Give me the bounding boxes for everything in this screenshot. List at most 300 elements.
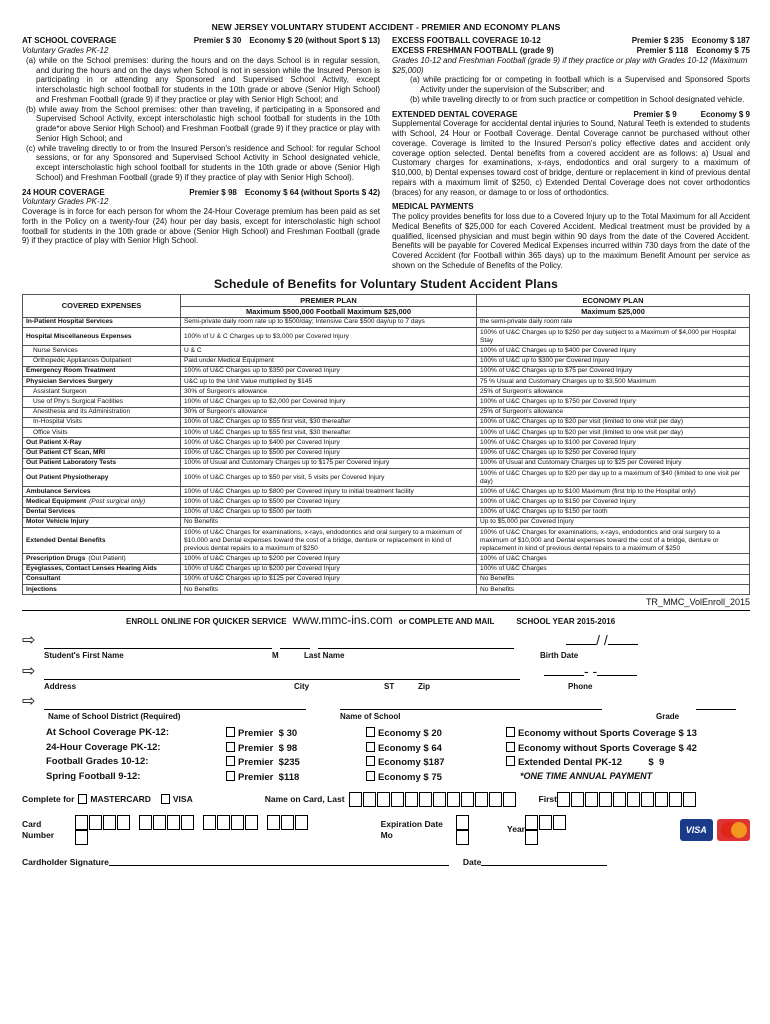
school-district-label: Name of School District (Required) — [48, 711, 181, 721]
premier-benefit: 100% of U&C Charges up to $500 per Covered Injury — [181, 448, 477, 458]
character-box[interactable] — [139, 815, 152, 830]
economy-benefit: 100% of U&C Charges up to $150 per tooth — [477, 507, 750, 517]
or-mail-label: or COMPLETE AND MAIL — [398, 617, 495, 627]
expense-name-text: Motor Vehicle Injury — [26, 518, 89, 526]
covered-expense-name — [23, 346, 181, 356]
freshman-football-title: EXCESS FRESHMAN FOOTBALL (grade 9) — [392, 46, 554, 56]
extra-option[interactable] — [506, 742, 746, 755]
premier-option-text: Premier $ 30 — [238, 728, 298, 740]
coverage-option-label — [46, 727, 226, 740]
freshman-premier-price: Premier $ 118 — [636, 46, 689, 56]
premier-plan-header: PREMIER PLAN — [181, 295, 477, 306]
economy-option-text: Economy $187 — [378, 757, 445, 769]
checkbox[interactable] — [226, 727, 235, 737]
enroll-online-label: ENROLL ONLINE FOR QUICKER SERVICE — [126, 617, 287, 627]
character-box[interactable] — [571, 792, 584, 807]
date-field[interactable] — [481, 857, 607, 866]
economy-benefit: 100% of U&C Charges up to $150 per Covered Injury — [477, 497, 750, 507]
checkbox[interactable] — [366, 771, 375, 781]
premier-option-text: Premier $118 — [238, 772, 300, 783]
extra-option-text: Economy without Sports Coverage $ 42 — [518, 742, 697, 754]
table-row — [23, 554, 750, 564]
covered-expense-name — [23, 428, 181, 438]
first-name-boxes[interactable] — [557, 792, 697, 807]
phone-label: Phone — [568, 681, 593, 691]
character-box[interactable] — [167, 815, 180, 830]
economy-max-header: Maximum $25,000 — [477, 306, 750, 317]
table-row — [23, 407, 750, 417]
covered-expenses-header: COVERED EXPENSES — [23, 295, 181, 318]
arrow-right-icon: ⇨ — [22, 631, 36, 649]
student-name-row — [22, 632, 750, 649]
character-box[interactable] — [117, 815, 130, 830]
economy-option-text: Economy $ 20 — [378, 728, 442, 740]
school-name-label: Name of School — [340, 711, 401, 721]
mastercard-checkbox[interactable] — [78, 794, 87, 804]
phone-field[interactable] — [544, 663, 684, 680]
expense-name-text: Anesthesia and its Administration — [33, 408, 131, 416]
extra-option[interactable] — [506, 727, 746, 740]
premier-benefit: 30% of Surgeon's allowance — [181, 387, 477, 397]
character-box[interactable] — [89, 815, 102, 830]
economy-option[interactable] — [366, 742, 506, 755]
character-box[interactable] — [447, 792, 460, 807]
premier-option[interactable] — [226, 742, 366, 755]
covered-expense-name — [23, 438, 181, 448]
covered-expense-name — [23, 528, 181, 554]
premier-benefit: U&C up to the Unit Value multiplied by $145 — [181, 377, 477, 387]
table-row — [23, 328, 750, 346]
economy-benefit: No Benefits — [477, 585, 750, 595]
checkbox[interactable] — [366, 727, 375, 737]
economy-benefit: 100% of U&C Charges up to $250 per Covered Injury — [477, 448, 750, 458]
name-last-label: Name on Card, Last — [264, 793, 345, 804]
premier-benefit: Semi-private daily room rate up to $500/day; Intensive Care $500 day/up to 7 days — [181, 317, 477, 327]
character-box[interactable] — [669, 792, 682, 807]
economy-benefit: 100% of U&C Charges up to $100 per Covered Injury — [477, 438, 750, 448]
payment-row-1 — [22, 792, 750, 807]
signature-row — [22, 857, 750, 867]
dental-heading — [392, 110, 750, 120]
schedule-header-row-1 — [23, 295, 750, 306]
table-row — [23, 387, 750, 397]
premier-benefit: 100% of U&C Charges up to $200 per Covered Injury — [181, 554, 477, 564]
premier-benefit: 100% of U&C Charges up to $55 first visit, $30 thereafter — [181, 428, 477, 438]
character-box[interactable] — [553, 815, 566, 830]
last-name-field[interactable] — [318, 637, 514, 649]
dental-premier-price: Premier $ 9 — [633, 109, 677, 119]
coverage-option-label — [46, 756, 226, 769]
covered-expense-name — [23, 517, 181, 527]
middle-initial-label: M — [272, 650, 279, 660]
extra-option-text: Economy without Sports Coverage $ 13 — [518, 728, 697, 740]
card-number-boxes[interactable] — [75, 815, 317, 845]
school-labels — [22, 712, 750, 722]
character-box[interactable] — [557, 792, 570, 807]
covered-expense-name — [23, 554, 181, 564]
mastercard-label: MASTERCARD — [90, 793, 151, 804]
economy-benefit: 100% of U&C Charges up to $20 per visit (limited to one visit per day) — [477, 417, 750, 427]
football-title: EXCESS FOOTBALL COVERAGE 10-12 — [392, 36, 541, 46]
school-district-field[interactable] — [44, 698, 306, 710]
character-box[interactable] — [456, 830, 469, 845]
covered-expense-name — [23, 448, 181, 458]
visa-logo: VISA — [680, 819, 713, 841]
expense-name-text: Prescription Drugs — [26, 554, 86, 562]
address-label: Address — [44, 681, 77, 691]
character-box[interactable] — [103, 815, 116, 830]
coverage-option-label-text: Spring Football 9-12: — [46, 771, 141, 782]
character-box[interactable] — [363, 792, 376, 807]
character-box[interactable] — [627, 792, 640, 807]
character-box[interactable] — [461, 792, 474, 807]
expense-name-text: Office Visits — [33, 428, 68, 436]
character-box[interactable] — [419, 792, 432, 807]
economy-plan-header: ECONOMY PLAN — [477, 295, 750, 306]
enroll-url-link[interactable]: www.mmc-ins.com — [292, 613, 393, 628]
character-box[interactable] — [231, 815, 244, 830]
character-box[interactable] — [683, 792, 696, 807]
character-box[interactable] — [281, 815, 294, 830]
coverage-option-label-text: 24-Hour Coverage PK-12: — [46, 741, 161, 753]
expense-name-note: (Post surgical only) — [89, 498, 146, 506]
character-box[interactable] — [75, 815, 88, 830]
expense-name-text: Assistant Surgeon — [33, 387, 87, 395]
visa-checkbox[interactable] — [161, 794, 170, 804]
city-label: City — [294, 681, 310, 691]
dental-title: EXTENDED DENTAL COVERAGE — [392, 109, 518, 119]
character-box[interactable] — [295, 815, 308, 830]
expense-name-text: Nurse Services — [33, 346, 78, 354]
medical-heading: MEDICAL PAYMENTS — [392, 202, 474, 212]
premier-benefit: 100% of U&C Charges up to $125 per Covered Injury — [181, 574, 477, 584]
exp-month-boxes[interactable] — [456, 815, 483, 845]
economy-benefit: 100% of U&C Charges up to $250 per day subject to a Maximum of $4,000 per Hospital Stay — [477, 328, 750, 346]
schedule-table — [22, 294, 750, 595]
expense-name-text: Out Patient Physiotherapy — [26, 473, 109, 481]
covered-expense-name — [23, 397, 181, 407]
table-row — [23, 487, 750, 497]
coverage-option-label — [46, 742, 226, 755]
covered-expense-name — [23, 585, 181, 595]
premier-benefit: 100% of U&C Charges up to $55 first visit, $30 thereafter — [181, 417, 477, 427]
character-box[interactable] — [475, 792, 488, 807]
last-name-boxes[interactable] — [349, 792, 517, 807]
zip-label: Zip — [418, 681, 430, 691]
signature-field[interactable] — [109, 857, 449, 866]
character-box[interactable] — [153, 815, 166, 830]
premier-option[interactable] — [226, 771, 366, 784]
character-box[interactable] — [75, 830, 88, 845]
economy-benefit: 75 % Usual and Customary Charges up to $3,500 Maximum — [477, 377, 750, 387]
form-code: TR_MMC_VolEnroll_2015 — [645, 597, 750, 608]
expense-name-text: Eyeglasses, Contact Lenses Hearing Aids — [26, 565, 157, 573]
economy-option[interactable] — [366, 756, 506, 769]
character-box[interactable] — [267, 815, 280, 830]
character-box[interactable] — [245, 815, 258, 830]
economy-benefit: 100% of U&C Charges up to $20 per day up to a maximum of $40 (limited to one visit per day) — [477, 468, 750, 486]
expense-name-text: Physician Services Surgery — [26, 377, 113, 385]
premier-benefit: 100% of U&C Charges up to $400 per Covered Injury — [181, 438, 477, 448]
at-school-premier-price: Premier $ 30 — [193, 36, 242, 46]
covered-expense-name — [23, 497, 181, 507]
table-row — [23, 517, 750, 527]
character-box[interactable] — [599, 792, 612, 807]
address-labels — [22, 682, 750, 692]
economy-benefit: 100% of U&C up to $300 per Covered Injury — [477, 356, 750, 366]
character-box[interactable] — [525, 830, 538, 845]
covered-expense-name — [23, 387, 181, 397]
premier-option[interactable] — [226, 756, 366, 769]
birth-date-field[interactable] — [542, 632, 662, 649]
coverage-descriptions — [22, 36, 750, 270]
date-label: Date — [462, 856, 482, 867]
table-row — [23, 497, 750, 507]
address-row — [22, 663, 750, 680]
extra-option-text: Extended Dental PK-12 $ 9 — [518, 757, 665, 769]
premier-benefit: 100% of U & C Charges up to $3,000 per Covered Injury — [181, 328, 477, 346]
expense-name-text: Consultant — [26, 575, 61, 583]
extra-option — [506, 771, 746, 784]
economy-option-text: Economy $ 64 — [378, 742, 442, 754]
football-item-b: (b) while traveling directly to or from such practice or competition in School designated vehicle. — [410, 94, 745, 104]
expense-name-text: Hospital Miscellaneous Expenses — [26, 332, 132, 340]
checkbox[interactable] — [506, 756, 515, 766]
freshman-economy-price: Economy $ 75 — [696, 46, 750, 56]
hour24-grades: Voluntary Grades PK-12 — [22, 197, 109, 207]
at-school-item-b: (b) while away from the School premises: other than traveling, if participating in a Sponsored and Supervised School Activity, except interscholastic high school football for students in the 10th grade*or above Senior High School) and Freshman Football (grade 9) if they practice or play with Senior High School; and — [26, 104, 380, 143]
economy-option-text: Economy $ 75 — [378, 772, 442, 783]
school-name-field[interactable] — [340, 698, 602, 710]
extra-option-text: *ONE TIME ANNUAL PAYMENT — [520, 771, 653, 781]
expense-name-text: Out Patient X-Ray — [26, 438, 82, 446]
left-column — [22, 36, 380, 270]
checkbox[interactable] — [506, 742, 515, 752]
hour24-text: Coverage is in force for each person for whom the 24-Hour Coverage premium has been paid as set forth in the Policy on a twenty-four (24) hour per day basis, except for interscholastic high school football for students in the 10th grade or above (Senior High School) and Freshman Football (grade 9) if they practice of play with Senior High School. — [22, 207, 380, 246]
character-box[interactable] — [405, 792, 418, 807]
premier-option-text: Premier $235 — [238, 757, 300, 769]
expense-name-text: Out Patient CT Scan, MRI — [26, 449, 106, 457]
table-row — [23, 507, 750, 517]
economy-benefit: 100% of U&C Charges for examinations, x-rays, endodontics and oral surgery to a maximum of $10,000 and Dental expenses toward the cost of a bridge, denture or replacement in kind of previous dental repairs to a maximum of $250 — [477, 528, 750, 554]
economy-benefit: 25% of Surgeon's allowance — [477, 407, 750, 417]
at-school-title: AT SCHOOL COVERAGE — [22, 36, 117, 46]
character-box[interactable] — [525, 815, 538, 830]
covered-expense-name — [23, 574, 181, 584]
character-box[interactable] — [503, 792, 516, 807]
expense-name-text: Out Patient Laboratory Tests — [26, 459, 117, 467]
hour24-premier-price: Premier $ 98 — [189, 187, 237, 197]
economy-option[interactable] — [366, 727, 506, 740]
premier-option[interactable] — [226, 727, 366, 740]
football-economy-price: Economy $ 187 — [691, 36, 750, 46]
state-label: ST — [384, 681, 395, 691]
address-field[interactable] — [44, 668, 520, 680]
covered-expense-name — [23, 317, 181, 327]
enrollment-form — [22, 22, 750, 1012]
economy-benefit: 100% of U&C Charges up to $100 Maximum (first trip to the Hospital only) — [477, 487, 750, 497]
checkbox[interactable] — [226, 771, 235, 781]
football-line-2 — [392, 46, 750, 56]
coverage-option-label-text: At School Coverage PK-12: — [46, 727, 169, 739]
table-row — [23, 564, 750, 574]
economy-benefit: 100% of Usual and Customary Charges up to $25 per Covered Injury — [477, 458, 750, 468]
premier-benefit: 100% of Usual and Customary Charges up to $175 per Covered Injury — [181, 458, 477, 468]
premier-benefit: 100% of U&C Charges up to $800 per Covered Injury to initial treatment facility — [181, 487, 477, 497]
character-box[interactable] — [655, 792, 668, 807]
checkbox[interactable] — [226, 742, 235, 752]
arrow-right-icon: ⇨ — [22, 692, 36, 710]
table-row — [23, 438, 750, 448]
expense-name-text: Orthopedic Appliances Outpatient — [33, 357, 132, 365]
exp-year-label: Year — [507, 824, 525, 835]
first-name-label: Student's First Name — [44, 650, 124, 660]
exp-year-boxes[interactable] — [525, 815, 580, 845]
economy-benefit: 100% of U&C Charges up to $75 per Covered Injury — [477, 366, 750, 376]
table-row — [23, 377, 750, 387]
premier-benefit: Paid under Medical Equipment — [181, 356, 477, 366]
economy-option[interactable] — [366, 771, 506, 784]
hour24-heading — [22, 188, 380, 198]
schedule-body — [23, 317, 750, 594]
covered-expense-name — [23, 356, 181, 366]
character-box[interactable] — [391, 792, 404, 807]
character-box[interactable] — [181, 815, 194, 830]
first-name-field[interactable] — [44, 637, 272, 649]
football-line-1 — [392, 36, 750, 46]
economy-benefit: 100% of U&C Charges up to $20 per visit (limited to one visit per day) — [477, 428, 750, 438]
expense-name-text: Dental Services — [26, 508, 76, 516]
premier-benefit: 100% of U&C Charges up to $350 per Covered Injury — [181, 366, 477, 376]
extra-option[interactable] — [506, 756, 746, 769]
payment-row-2 — [22, 815, 750, 845]
at-school-heading — [22, 36, 380, 46]
table-row — [23, 346, 750, 356]
at-school-item-a: (a) while on the School premises: during the hours and on the days School is in regular session, and during the hours and on the days when School is not in session while the Insured Person is participating in or attending any Sponsored and Supervised School Activity, except interscholastic high school football for students in the 10th grade or above (Senior High School) and Freshman Football (grade 9) if they practice or play with Senior High School; and — [26, 55, 380, 104]
premier-option-text: Premier $ 98 — [238, 742, 298, 754]
economy-benefit: 100% of U&C Charges up to $750 per Covered Injury — [477, 397, 750, 407]
medical-text: The policy provides benefits for loss due to a Covered Injury up to the Total Maximum for all Accident Medical Benefits of $25,000 for each Covered Accident. Medical treatment must be provided by a qualified, licensed physician and must begin within 90 days from the date of the Covered Accident. Benefits will be payable for Covered Medical Expenses incurred within 730 days from the date of the Covered Accident (for Football within 365 days) up to the maximum Benefit Amount per service as shown on the Schedule of Benefits of the Policy. — [392, 212, 750, 270]
covered-expense-name — [23, 507, 181, 517]
school-row — [22, 694, 750, 710]
character-box[interactable] — [217, 815, 230, 830]
schedule-title: Schedule of Benefits for Voluntary Student Accident Plans — [213, 276, 559, 291]
phone-separators: - - — [584, 662, 598, 679]
character-box[interactable] — [377, 792, 390, 807]
at-school-economy-price: Economy $ 20 (without Sport $ 13) — [249, 36, 380, 46]
page-title: NEW JERSEY VOLUNTARY STUDENT ACCIDENT - PREMIER AND ECONOMY PLANS — [211, 22, 561, 32]
checkbox[interactable] — [506, 727, 515, 737]
covered-expense-name — [23, 366, 181, 376]
character-box[interactable] — [585, 792, 598, 807]
economy-benefit: Up to $5,000 per Covered Injury — [477, 517, 750, 527]
premier-benefit: 100% of U&C Charges up to $500 per tooth — [181, 507, 477, 517]
premier-benefit: U & C — [181, 346, 477, 356]
dental-text: Supplemental Coverage for accidental dental injuries to Sound, Natural Teeth is extended to students with School, 24 Hour or Football Coverage. Dental Coverage cannot be purchased without other coverage. Coverage is limited to the Insured Person's policy effective dates and accident only coverage option selected. Dental benefits from a covered accident are as follows: a) Usual and Customary charges for examinations, x-rays, endodontics and oral surgery to a maximum of $10,000, b) Dental expenses toward cost of bridge, denture or replacement in kind of previous dental repairs with a maximum limit of $250, c) Extended Dental Coverage does not cover orthodontics (braces) for any reason, or damage to or loss of orthodontics. — [392, 119, 750, 197]
expense-name-text: Injections — [26, 585, 57, 593]
school-year-label: SCHOOL YEAR 2015-2016 — [516, 617, 616, 627]
character-box[interactable] — [539, 815, 552, 830]
middle-initial-field[interactable] — [280, 637, 310, 649]
table-row — [23, 458, 750, 468]
table-row — [23, 428, 750, 438]
birth-date-label: Birth Date — [540, 650, 579, 660]
character-box[interactable] — [456, 815, 469, 830]
premier-benefit: 100% of U&C Charges up to $200 per Covered Injury — [181, 564, 477, 574]
student-name-labels — [22, 651, 750, 661]
covered-expense-name — [23, 487, 181, 497]
coverage-option-label — [46, 771, 226, 784]
table-row — [23, 397, 750, 407]
expense-name-text: In-Hospital Visits — [33, 418, 82, 426]
character-box[interactable] — [489, 792, 502, 807]
premier-benefit: 30% of Surgeon's allowance — [181, 407, 477, 417]
table-row — [23, 468, 750, 486]
economy-benefit: 100% of U&C Charges — [477, 564, 750, 574]
visa-label: VISA — [172, 793, 193, 804]
at-school-grades: Voluntary Grades PK-12 — [22, 46, 109, 56]
premier-max-header: Maximum $500,000 Football Maximum $25,000 — [181, 306, 477, 317]
first-label: First — [538, 793, 557, 804]
premier-benefit: 100% of U&C Charges up to $50 per visit, 5 visits per Covered Injury — [181, 468, 477, 486]
grade-label: Grade — [656, 711, 680, 721]
premier-benefit: No Benefits — [181, 517, 477, 527]
character-box[interactable] — [641, 792, 654, 807]
dental-economy-price: Economy $ 9 — [700, 109, 750, 119]
complete-for-label: Complete for — [22, 793, 75, 804]
table-row — [23, 574, 750, 584]
covered-expense-name — [23, 458, 181, 468]
covered-expense-name — [23, 328, 181, 346]
arrow-right-icon: ⇨ — [22, 662, 36, 680]
checkbox[interactable] — [366, 742, 375, 752]
coverage-option-label-text: Football Grades 10-12: — [46, 756, 149, 768]
economy-benefit: 100% of U&C Charges up to $400 per Covered Injury — [477, 346, 750, 356]
last-name-label: Last Name — [304, 650, 345, 660]
table-row — [23, 585, 750, 595]
table-row — [23, 528, 750, 554]
right-column — [392, 36, 750, 270]
economy-benefit: No Benefits — [477, 574, 750, 584]
table-row — [23, 448, 750, 458]
table-row — [23, 417, 750, 427]
covered-expense-name — [23, 468, 181, 486]
premier-benefit: 100% of U&C Charges up to $2,000 per Covered Injury — [181, 397, 477, 407]
checkbox[interactable] — [226, 756, 235, 766]
enroll-banner — [22, 610, 750, 628]
premier-benefit: No Benefits — [181, 585, 477, 595]
table-row — [23, 366, 750, 376]
table-row — [23, 317, 750, 327]
character-box[interactable] — [613, 792, 626, 807]
table-row — [23, 356, 750, 366]
character-box[interactable] — [433, 792, 446, 807]
expense-name-text: In-Patient Hospital Services — [26, 318, 113, 326]
grade-field[interactable] — [696, 698, 736, 710]
signature-label: Cardholder Signature — [22, 856, 109, 867]
character-box[interactable] — [349, 792, 362, 807]
hour24-title: 24 HOUR COVERAGE — [22, 187, 105, 197]
character-box[interactable] — [203, 815, 216, 830]
checkbox[interactable] — [366, 756, 375, 766]
economy-benefit: 25% of Surgeon's allowance — [477, 387, 750, 397]
economy-benefit: 100% of U&C Charges — [477, 554, 750, 564]
covered-expense-name — [23, 407, 181, 417]
at-school-item-c: (c) while traveling directly to or from the Insured Person's residence and School: for regular School sessions, or for any Sponsored and Supervised School Activity in School designated vehicle, except interscholastic high school football for students in the 10th grade or above (Senior High School) and Freshman Football (grade 9) if they practice of play with Senior High School). — [26, 143, 380, 182]
expense-name-text: Emergency Room Treatment — [26, 367, 116, 375]
expense-name-text: Medical Equipment — [26, 498, 87, 506]
expense-name-text: Ambulance Services — [26, 487, 91, 495]
